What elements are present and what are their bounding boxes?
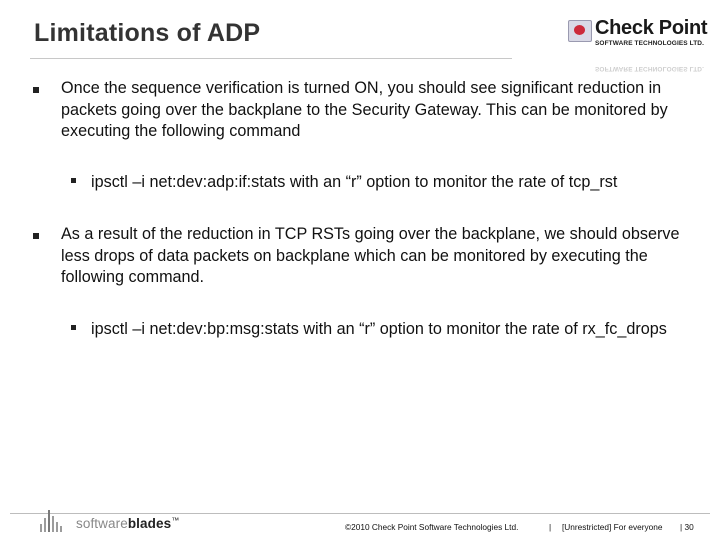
logo-reflection bbox=[566, 46, 716, 72]
logo-tagline: SOFTWARE TECHNOLOGIES LTD. bbox=[595, 40, 705, 47]
sub-bullet-text-2: ipsctl –i net:dev:bp:msg:stats with an “r” option to monitor the rate of rx_fc_drops bbox=[91, 320, 667, 338]
brand-bold: blades bbox=[127, 516, 172, 531]
logo-reflection-tagline: SOFTWARE TECHNOLOGIES LTD. bbox=[595, 65, 705, 72]
footer-page-number: | 30 bbox=[680, 522, 694, 532]
bullet-marker bbox=[33, 233, 39, 239]
footer-separator: | bbox=[549, 522, 552, 532]
footer-copyright: ©2010 Check Point Software Technologies Ltd. bbox=[345, 522, 519, 532]
checkpoint-logo-icon bbox=[568, 20, 592, 42]
logo-name: Check Point bbox=[595, 17, 708, 39]
bullet-marker bbox=[33, 87, 39, 93]
bullet-text-1: Once the sequence verification is turned ON, you should see significant reduction in packets going over the backplane to the Security Gateway. This can be monitored by executing the following command bbox=[61, 79, 668, 140]
sub-bullet-marker bbox=[71, 325, 76, 330]
slide-title: Limitations of ADP bbox=[34, 19, 261, 47]
sub-bullet-marker bbox=[71, 178, 76, 183]
title-divider bbox=[30, 58, 512, 59]
brand-light: software bbox=[76, 516, 128, 531]
bullet-text-2: As a result of the reduction in TCP RSTs going over the backplane, we should observe less drops of data packets on backplane which can be monitored by executing the following command. bbox=[61, 225, 680, 286]
footer-divider bbox=[10, 513, 710, 514]
brand-mark: ™ bbox=[171, 516, 180, 525]
sub-bullet-text-1: ipsctl –i net:dev:adp:if:stats with an “r” option to monitor the rate of tcp_rst bbox=[91, 173, 618, 191]
softwareblades-logo bbox=[76, 516, 179, 531]
softwareblades-bars-icon bbox=[40, 508, 70, 532]
footer-classification: [Unrestricted] For everyone bbox=[562, 522, 663, 532]
checkpoint-logo bbox=[566, 18, 716, 78]
